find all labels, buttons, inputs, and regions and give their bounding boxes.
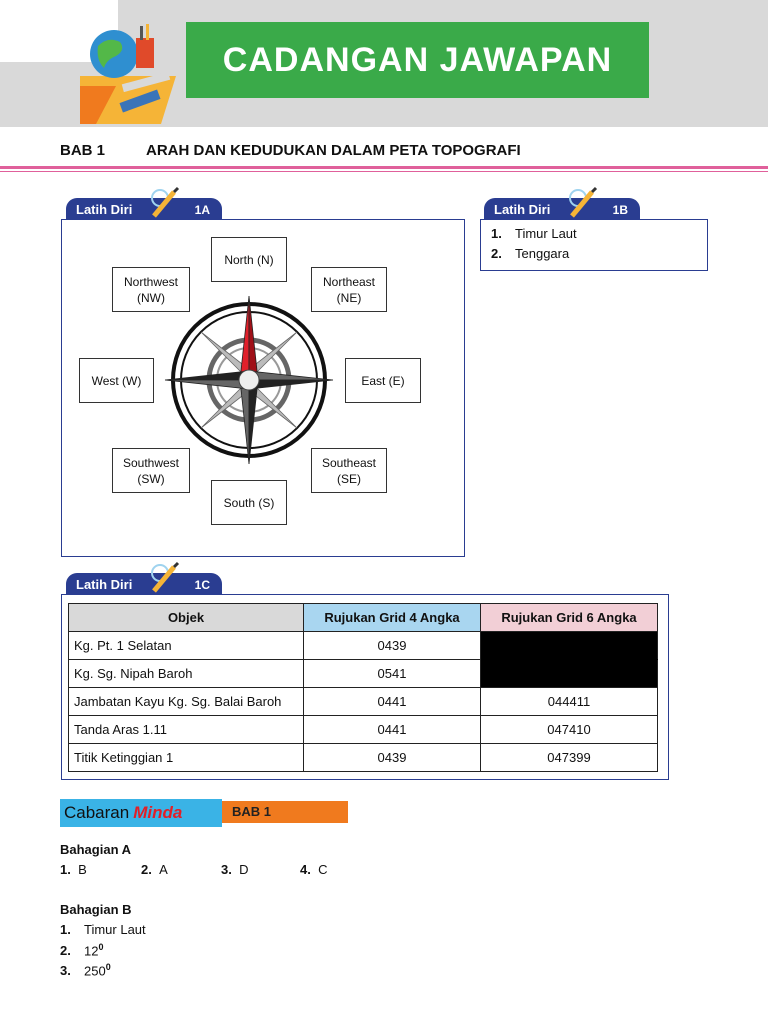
answer-item	[221, 862, 301, 877]
cell-grid-6: 047399	[481, 744, 658, 772]
cabaran-bab-label: BAB 1	[222, 801, 348, 823]
answer-value: 250	[84, 963, 106, 979]
answer-item	[60, 922, 146, 937]
table-row	[69, 660, 658, 688]
compass-rose-icon	[163, 296, 335, 464]
compass-pencil-icon	[148, 186, 182, 220]
cell-grid-6: 044411	[481, 688, 658, 716]
item-text: Timur Laut	[515, 226, 577, 241]
divider-thin	[0, 171, 768, 172]
chapter-number: BAB 1	[60, 142, 106, 159]
cell-grid-4: 0439	[304, 632, 481, 660]
tag-label: Latih Diri	[76, 576, 133, 592]
header-grid-4: Rujukan Grid 4 Angka	[304, 604, 481, 632]
minda-word: Minda	[133, 803, 183, 822]
list-item	[491, 224, 577, 244]
direction-label: Northwest	[123, 274, 179, 289]
answer-number: 1.	[60, 862, 71, 877]
answer-item	[60, 862, 140, 877]
answer-item	[141, 862, 221, 877]
tag-label: Latih Diri	[76, 201, 133, 217]
cabaran-minda-banner	[60, 799, 288, 827]
cell-objek: Kg. Sg. Nipah Baroh	[69, 660, 304, 688]
cell-grid-6-blackout	[481, 632, 658, 660]
answer-number: 1.	[60, 922, 71, 937]
cell-grid-6: 047410	[481, 716, 658, 744]
answer-value: C	[318, 862, 328, 877]
direction-label: South (S)	[223, 495, 275, 510]
globe-books-illustration-icon	[76, 16, 196, 126]
direction-label: East (E)	[361, 373, 405, 388]
direction-north	[211, 237, 287, 282]
list-item	[491, 244, 577, 264]
tag-code: 1B	[612, 203, 628, 217]
cabaran-word: Cabaran	[64, 803, 130, 822]
grid-reference-table	[68, 603, 658, 772]
answer-item	[60, 962, 111, 978]
cell-grid-4: 0441	[304, 716, 481, 744]
cabaran-minda-label	[60, 799, 222, 827]
table-row	[69, 632, 658, 660]
answer-item	[300, 862, 380, 877]
direction-label: West (W)	[91, 373, 142, 388]
cell-objek: Titik Ketinggian 1	[69, 744, 304, 772]
answer-number: 2.	[60, 943, 71, 959]
degree-superscript: 0	[98, 942, 104, 952]
answer-value: D	[239, 862, 249, 877]
answer-list-1b	[491, 224, 577, 264]
answer-value: Timur Laut	[84, 922, 146, 937]
bahagian-b-title: Bahagian B	[60, 902, 132, 917]
item-text: Tenggara	[515, 246, 570, 261]
cell-grid-6-blackout	[481, 660, 658, 688]
item-number: 2.	[491, 246, 502, 261]
answer-number: 3.	[221, 862, 232, 877]
latih-diri-1a-tag	[66, 198, 222, 220]
direction-abbrev: (SE)	[337, 471, 361, 486]
answer-value: 12	[84, 943, 99, 959]
chapter-heading	[60, 142, 521, 159]
latih-diri-1b-tag	[484, 198, 640, 220]
header-grid-6: Rujukan Grid 6 Angka	[481, 604, 658, 632]
chapter-title: ARAH DAN KEDUDUKAN DALAM PETA TOPOGRAFI	[146, 142, 521, 159]
compass-pencil-icon	[148, 561, 182, 595]
degree-superscript: 0	[105, 962, 111, 972]
direction-west	[79, 358, 154, 403]
tag-label: Latih Diri	[494, 201, 551, 217]
compass-pencil-icon	[566, 186, 600, 220]
item-number: 1.	[491, 226, 502, 241]
table-row	[69, 716, 658, 744]
answer-number: 2.	[141, 862, 152, 877]
direction-label: Northeast	[322, 274, 376, 289]
cell-objek: Kg. Pt. 1 Selatan	[69, 632, 304, 660]
answer-item	[60, 942, 103, 958]
table-row	[69, 744, 658, 772]
direction-label: North (N)	[224, 252, 274, 267]
answer-number: 3.	[60, 963, 71, 979]
tag-code: 1A	[194, 203, 210, 217]
cell-objek: Jambatan Kayu Kg. Sg. Balai Baroh	[69, 688, 304, 716]
bahagian-a-title: Bahagian A	[60, 842, 132, 857]
direction-abbrev: (NW)	[137, 290, 165, 305]
page-title: CADANGAN JAWAPAN	[222, 40, 613, 79]
cell-grid-4: 0541	[304, 660, 481, 688]
answer-number: 4.	[300, 862, 311, 877]
cell-objek: Tanda Aras 1.11	[69, 716, 304, 744]
answer-value: A	[159, 862, 168, 877]
title-banner	[186, 22, 649, 98]
table-header-row	[69, 604, 658, 632]
direction-abbrev: (NE)	[336, 290, 362, 305]
divider-thick	[0, 166, 768, 169]
tag-code: 1C	[194, 578, 210, 592]
table-row	[69, 688, 658, 716]
direction-abbrev: (SW)	[137, 471, 165, 486]
latih-diri-1c-tag	[66, 573, 222, 595]
direction-label: Southeast	[321, 455, 377, 470]
direction-label: Southwest	[122, 455, 180, 470]
cell-grid-4: 0441	[304, 688, 481, 716]
direction-south	[211, 480, 287, 525]
header-objek: Objek	[69, 604, 304, 632]
direction-east	[345, 358, 421, 403]
cell-grid-4: 0439	[304, 744, 481, 772]
answer-value: B	[78, 862, 87, 877]
